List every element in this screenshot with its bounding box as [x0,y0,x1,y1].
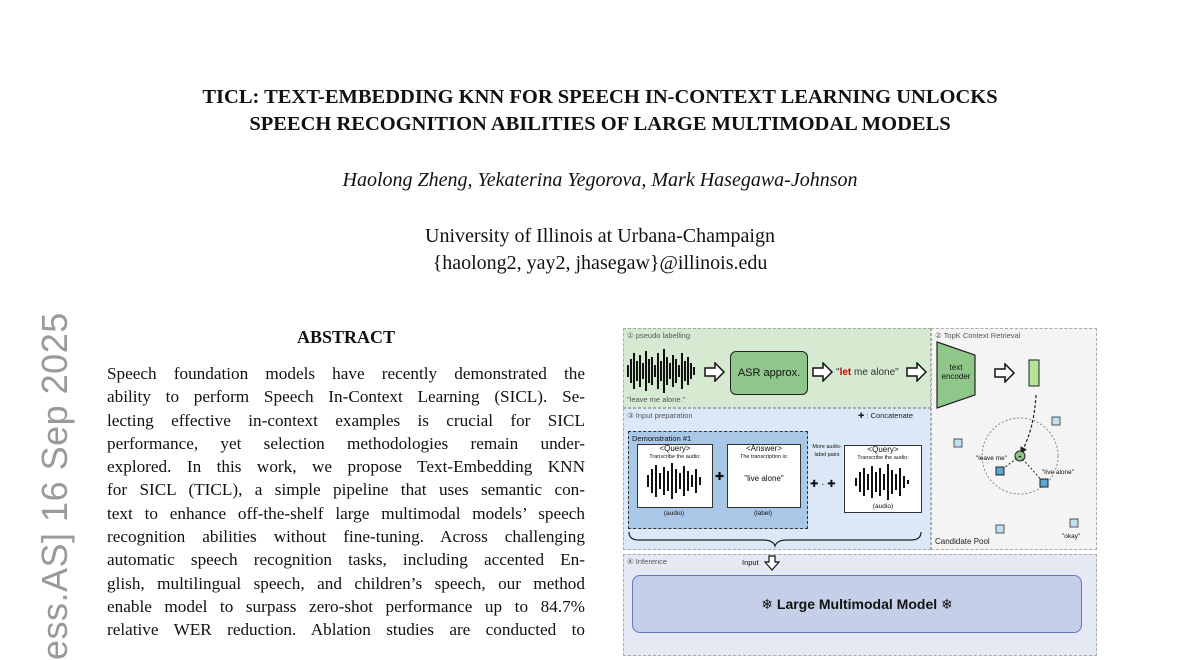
panel-topk-retrieval [931,328,1097,550]
panel-label: ④ Inference [627,557,668,566]
encoder-label: text encoder [941,363,971,381]
paper-title [0,84,1200,138]
audio-caption: (audio) [663,510,685,517]
asr-approx-box [730,351,808,395]
brace-connector [623,528,929,548]
pipeline-figure [623,328,1097,658]
pseudo-caption: "leave me alone." [627,395,686,404]
concat-legend: ✚ : Concatenate [858,411,914,420]
abstract-line: performance, yet selection methodologies remain under- [107,433,585,453]
ellipsis-icon: ✚ · ✚ [810,479,836,490]
lmm-label: ❄ Large Multimodal Model ❄ [761,596,953,612]
arrow-right-icon [812,362,834,382]
label-caption: (label) [753,510,773,517]
answer-head: <Answer> [745,444,783,453]
error-word: let [839,367,852,378]
arrow-right-icon [906,362,928,382]
query-text: Transcribe the audio: [857,455,909,461]
candidate-pool-label: Candidate Pool [935,537,990,546]
pseudo-label-text [836,367,899,378]
demo-label: Demonstration #1 [632,434,692,443]
email: {haolong2, yay2, jhasegaw}@illinois.edu [432,252,768,274]
abstract-line: Speech foundation models have recently demonstrated the [107,364,585,383]
candidate-okay: "okay" [1062,533,1081,540]
answer-value: "live alone" [744,474,784,483]
query-head: <Query> [659,444,691,453]
panel-label: ② TopK Context Retrieval [935,331,1021,340]
abstract-line: ability to perform Speech In-Context Learning (SICL). Se- [107,387,585,407]
affiliation-block [0,223,1200,277]
more-pairs-label: More audio-label pairs [812,444,842,458]
abstract-line: glish, multilingual speech, and children’s speech, our method [107,573,585,593]
panel-label: ③ Input preparation [627,411,693,420]
demonstration-box [628,431,808,529]
abstract-line: relative WER reduction. Ablation studies are conducted to [107,620,585,640]
waveform-icon [645,463,705,499]
authors: Haolong Zheng, Yekaterina Yegorova, Mark Hasegawa-Johnson [342,169,858,191]
audio-caption: (audio) [872,503,894,510]
arrow-right-icon [994,363,1016,383]
answer-box [727,444,801,508]
abstract-line: for SICL (TICL), a simple pipeline that uses semantic con- [107,480,585,500]
lmm-box [632,575,1082,633]
affiliation: University of Illinois at Urbana-Champaign [425,225,775,247]
retrieved-live: "live alone" [1042,469,1075,476]
title-line-2: SPEECH RECOGNITION ABILITIES OF LARGE MULTIMODAL MODELS [249,113,951,135]
abstract-line: lecting effective in-context examples is crucial for SICL [107,410,585,430]
arrow-down-icon [764,555,780,571]
pseudo-rest: me alone" [851,367,899,378]
abstract-heading: ABSTRACT [296,327,396,347]
arxiv-stamp: ess.AS] 16 Sep 2025 [34,312,75,660]
query-box [637,444,713,508]
abstract-line: explored. In this work, we propose Text-Embedding KNN [107,457,585,477]
asr-label: ASR approx. [737,367,801,379]
abstract-body [107,362,585,642]
answer-text: The transcription is: [740,454,788,460]
waveform-icon [627,349,699,393]
abstract-line: text to enhance off-the-shelf large multimodal models’ speech [107,503,585,523]
panel-inference [623,554,1097,656]
query-box-target [844,445,922,513]
query-text: Transcribe the audio: [649,454,701,460]
waveform-icon [853,464,913,500]
abstract-line: enable model to surpass zero-shot performance up to 84.7% [107,596,585,616]
panel-label: ① pseudo labelling [627,331,691,340]
quote: " [836,367,840,378]
input-label: Input [742,558,759,567]
panel-pseudo-labelling [623,328,931,408]
abstract-line: automatic speech recognition tasks, including accented En- [107,550,585,570]
embedding-space [932,389,1096,539]
arrow-right-icon [704,362,726,382]
retrieved-leave: "leave me" [976,455,1007,462]
title-line-1: TICL: TEXT-EMBEDDING KNN FOR SPEECH IN-CONTEXT LEARNING UNLOCKS [202,86,998,108]
embedding-vector-icon [1028,359,1040,387]
plus-icon: ✚ [715,471,725,483]
query-head: <Query> [867,445,899,454]
abstract-line: recognition abilities without fine-tuning. Across challenging [107,527,585,547]
